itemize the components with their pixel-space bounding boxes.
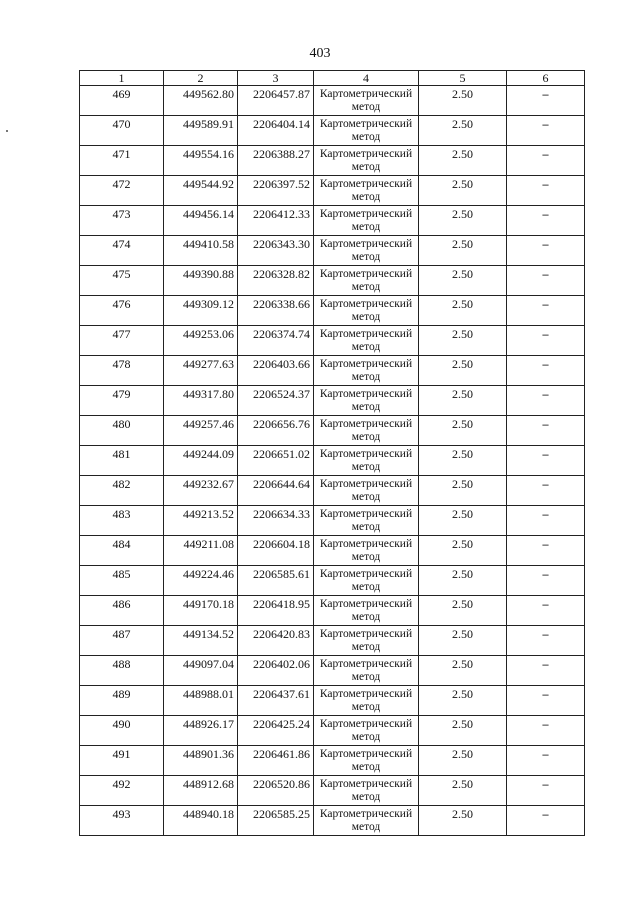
note-cell: –: [507, 656, 585, 686]
x-coordinate-cell: 449134.52: [164, 626, 238, 656]
method-cell: [314, 476, 419, 506]
method-cell: [314, 416, 419, 446]
header-cell-2: 2: [164, 71, 238, 86]
table-row: [80, 236, 585, 266]
method-line-1: Картометрический: [319, 568, 413, 580]
method-line-2: метод: [351, 311, 381, 323]
method-line-1: Картометрический: [319, 388, 413, 400]
method-line-2: метод: [351, 341, 381, 353]
method-line-2: метод: [351, 371, 381, 383]
header-cell-4: 4: [314, 71, 419, 86]
method-line-2: метод: [351, 431, 381, 443]
accuracy-cell: 2.50: [419, 686, 507, 716]
y-coordinate-cell: 2206524.37: [238, 386, 314, 416]
table-row: [80, 296, 585, 326]
y-coordinate-cell: 2206412.33: [238, 206, 314, 236]
y-coordinate-cell: 2206520.86: [238, 776, 314, 806]
point-number-cell: 473: [80, 206, 164, 236]
accuracy-cell: 2.50: [419, 266, 507, 296]
note-cell: –: [507, 356, 585, 386]
method-line-1: Картометрический: [319, 148, 413, 160]
y-coordinate-cell: 2206425.24: [238, 716, 314, 746]
y-coordinate-cell: 2206343.30: [238, 236, 314, 266]
method-line-1: Картометрический: [319, 688, 413, 700]
y-coordinate-cell: 2206651.02: [238, 446, 314, 476]
method-line-2: метод: [351, 821, 381, 833]
point-number-cell: 486: [80, 596, 164, 626]
x-coordinate-cell: 449232.67: [164, 476, 238, 506]
method-line-2: метод: [351, 581, 381, 593]
method-line-1: Картометрический: [319, 628, 413, 640]
note-cell: –: [507, 386, 585, 416]
x-coordinate-cell: 448926.17: [164, 716, 238, 746]
x-coordinate-cell: 449589.91: [164, 116, 238, 146]
x-coordinate-cell: 449309.12: [164, 296, 238, 326]
y-coordinate-cell: 2206644.64: [238, 476, 314, 506]
point-number-cell: 475: [80, 266, 164, 296]
method-cell: [314, 86, 419, 116]
note-cell: –: [507, 146, 585, 176]
page-number: 403: [309, 46, 331, 61]
y-coordinate-cell: 2206604.18: [238, 536, 314, 566]
note-cell: –: [507, 596, 585, 626]
method-line-2: метод: [351, 641, 381, 653]
accuracy-cell: 2.50: [419, 476, 507, 506]
method-line-2: метод: [351, 731, 381, 743]
table-row: [80, 626, 585, 656]
accuracy-cell: 2.50: [419, 86, 507, 116]
method-line-1: Картометрический: [319, 328, 413, 340]
point-number-cell: 487: [80, 626, 164, 656]
point-number-cell: 470: [80, 116, 164, 146]
note-cell: –: [507, 86, 585, 116]
point-number-cell: 472: [80, 176, 164, 206]
point-number-cell: 474: [80, 236, 164, 266]
method-line-2: метод: [351, 221, 381, 233]
method-cell: [314, 236, 419, 266]
table-header: [80, 71, 585, 86]
x-coordinate-cell: 449390.88: [164, 266, 238, 296]
accuracy-cell: 2.50: [419, 326, 507, 356]
table-row: [80, 326, 585, 356]
table-row: [80, 656, 585, 686]
method-line-1: Картометрический: [319, 178, 413, 190]
accuracy-cell: 2.50: [419, 296, 507, 326]
header-cell-3: 3: [238, 71, 314, 86]
accuracy-cell: 2.50: [419, 656, 507, 686]
method-line-1: Картометрический: [319, 238, 413, 250]
table-row: [80, 686, 585, 716]
x-coordinate-cell: 449097.04: [164, 656, 238, 686]
note-cell: –: [507, 236, 585, 266]
table-row: [80, 176, 585, 206]
method-line-1: Картометрический: [319, 508, 413, 520]
point-number-cell: 484: [80, 536, 164, 566]
accuracy-cell: 2.50: [419, 596, 507, 626]
method-cell: [314, 506, 419, 536]
table-row: [80, 206, 585, 236]
method-line-2: метод: [351, 191, 381, 203]
y-coordinate-cell: 2206461.86: [238, 746, 314, 776]
accuracy-cell: 2.50: [419, 566, 507, 596]
point-number-cell: 489: [80, 686, 164, 716]
method-line-2: метод: [351, 611, 381, 623]
y-coordinate-cell: 2206437.61: [238, 686, 314, 716]
coordinates-table: [79, 70, 585, 836]
note-cell: –: [507, 746, 585, 776]
x-coordinate-cell: 449244.09: [164, 446, 238, 476]
x-coordinate-cell: 449257.46: [164, 416, 238, 446]
method-line-2: метод: [351, 251, 381, 263]
method-line-1: Картометрический: [319, 118, 413, 130]
point-number-cell: 483: [80, 506, 164, 536]
point-number-cell: 491: [80, 746, 164, 776]
note-cell: –: [507, 776, 585, 806]
accuracy-cell: 2.50: [419, 536, 507, 566]
y-coordinate-cell: 2206656.76: [238, 416, 314, 446]
y-coordinate-cell: 2206404.14: [238, 116, 314, 146]
table-row: [80, 386, 585, 416]
y-coordinate-cell: 2206403.66: [238, 356, 314, 386]
method-cell: [314, 206, 419, 236]
accuracy-cell: 2.50: [419, 176, 507, 206]
note-cell: –: [507, 536, 585, 566]
table-row: [80, 266, 585, 296]
note-cell: –: [507, 506, 585, 536]
table-row: [80, 116, 585, 146]
method-cell: [314, 656, 419, 686]
method-cell: [314, 146, 419, 176]
method-line-1: Картометрический: [319, 538, 413, 550]
table-row: [80, 356, 585, 386]
note-cell: –: [507, 566, 585, 596]
table-row: [80, 476, 585, 506]
method-cell: [314, 176, 419, 206]
method-cell: [314, 566, 419, 596]
accuracy-cell: 2.50: [419, 416, 507, 446]
y-coordinate-cell: 2206585.25: [238, 806, 314, 836]
table-body: [80, 86, 585, 836]
x-coordinate-cell: 449213.52: [164, 506, 238, 536]
x-coordinate-cell: 448988.01: [164, 686, 238, 716]
method-line-2: метод: [351, 131, 381, 143]
x-coordinate-cell: 449456.14: [164, 206, 238, 236]
y-coordinate-cell: 2206388.27: [238, 146, 314, 176]
x-coordinate-cell: 449211.08: [164, 536, 238, 566]
note-cell: –: [507, 116, 585, 146]
method-line-2: метод: [351, 521, 381, 533]
y-coordinate-cell: 2206634.33: [238, 506, 314, 536]
table-row: [80, 806, 585, 836]
method-line-1: Картометрический: [319, 778, 413, 790]
y-coordinate-cell: 2206420.83: [238, 626, 314, 656]
method-line-1: Картометрический: [319, 718, 413, 730]
y-coordinate-cell: 2206585.61: [238, 566, 314, 596]
point-number-cell: 479: [80, 386, 164, 416]
y-coordinate-cell: 2206457.87: [238, 86, 314, 116]
y-coordinate-cell: 2206374.74: [238, 326, 314, 356]
accuracy-cell: 2.50: [419, 146, 507, 176]
method-cell: [314, 746, 419, 776]
accuracy-cell: 2.50: [419, 776, 507, 806]
method-line-2: метод: [351, 701, 381, 713]
method-line-1: Картометрический: [319, 268, 413, 280]
x-coordinate-cell: 449224.46: [164, 566, 238, 596]
point-number-cell: 480: [80, 416, 164, 446]
note-cell: –: [507, 326, 585, 356]
method-cell: [314, 296, 419, 326]
note-cell: –: [507, 296, 585, 326]
method-line-1: Картометрический: [319, 358, 413, 370]
method-line-1: Картометрический: [319, 448, 413, 460]
accuracy-cell: 2.50: [419, 206, 507, 236]
accuracy-cell: 2.50: [419, 236, 507, 266]
method-cell: [314, 386, 419, 416]
method-line-2: метод: [351, 461, 381, 473]
table-row: [80, 86, 585, 116]
scan-artifact-dot: [6, 130, 8, 132]
method-cell: [314, 716, 419, 746]
table-row: [80, 416, 585, 446]
method-cell: [314, 446, 419, 476]
accuracy-cell: 2.50: [419, 116, 507, 146]
header-cell-5: 5: [419, 71, 507, 86]
method-line-2: метод: [351, 401, 381, 413]
note-cell: –: [507, 206, 585, 236]
method-line-1: Картометрический: [319, 298, 413, 310]
accuracy-cell: 2.50: [419, 716, 507, 746]
accuracy-cell: 2.50: [419, 746, 507, 776]
method-line-2: метод: [351, 281, 381, 293]
method-cell: [314, 326, 419, 356]
point-number-cell: 481: [80, 446, 164, 476]
method-cell: [314, 776, 419, 806]
point-number-cell: 469: [80, 86, 164, 116]
point-number-cell: 471: [80, 146, 164, 176]
method-line-2: метод: [351, 551, 381, 563]
point-number-cell: 482: [80, 476, 164, 506]
table-row: [80, 446, 585, 476]
x-coordinate-cell: 449170.18: [164, 596, 238, 626]
y-coordinate-cell: 2206418.95: [238, 596, 314, 626]
method-line-1: Картометрический: [319, 418, 413, 430]
method-line-2: метод: [351, 161, 381, 173]
method-line-2: метод: [351, 101, 381, 113]
method-line-1: Картометрический: [319, 808, 413, 820]
y-coordinate-cell: 2206402.06: [238, 656, 314, 686]
note-cell: –: [507, 266, 585, 296]
method-cell: [314, 806, 419, 836]
method-cell: [314, 536, 419, 566]
note-cell: –: [507, 716, 585, 746]
x-coordinate-cell: 449410.58: [164, 236, 238, 266]
accuracy-cell: 2.50: [419, 626, 507, 656]
x-coordinate-cell: 449562.80: [164, 86, 238, 116]
method-cell: [314, 596, 419, 626]
accuracy-cell: 2.50: [419, 386, 507, 416]
header-row: [80, 71, 585, 86]
y-coordinate-cell: 2206397.52: [238, 176, 314, 206]
method-line-2: метод: [351, 791, 381, 803]
note-cell: –: [507, 686, 585, 716]
y-coordinate-cell: 2206328.82: [238, 266, 314, 296]
header-cell-1: 1: [80, 71, 164, 86]
point-number-cell: 492: [80, 776, 164, 806]
table-row: [80, 146, 585, 176]
table-row: [80, 506, 585, 536]
method-line-1: Картометрический: [319, 88, 413, 100]
accuracy-cell: 2.50: [419, 806, 507, 836]
table-row: [80, 566, 585, 596]
x-coordinate-cell: 449544.92: [164, 176, 238, 206]
table-row: [80, 776, 585, 806]
header-cell-6: 6: [507, 71, 585, 86]
note-cell: –: [507, 626, 585, 656]
method-line-1: Картометрический: [319, 658, 413, 670]
x-coordinate-cell: 448912.68: [164, 776, 238, 806]
method-line-2: метод: [351, 761, 381, 773]
x-coordinate-cell: 449317.80: [164, 386, 238, 416]
x-coordinate-cell: 448901.36: [164, 746, 238, 776]
note-cell: –: [507, 806, 585, 836]
method-line-1: Картометрический: [319, 598, 413, 610]
x-coordinate-cell: 448940.18: [164, 806, 238, 836]
method-line-1: Картометрический: [319, 478, 413, 490]
x-coordinate-cell: 449253.06: [164, 326, 238, 356]
x-coordinate-cell: 449554.16: [164, 146, 238, 176]
table-row: [80, 596, 585, 626]
table-row: [80, 746, 585, 776]
point-number-cell: 493: [80, 806, 164, 836]
note-cell: –: [507, 416, 585, 446]
method-line-2: метод: [351, 671, 381, 683]
point-number-cell: 477: [80, 326, 164, 356]
accuracy-cell: 2.50: [419, 446, 507, 476]
method-line-1: Картометрический: [319, 748, 413, 760]
note-cell: –: [507, 476, 585, 506]
method-cell: [314, 266, 419, 296]
method-cell: [314, 686, 419, 716]
note-cell: –: [507, 176, 585, 206]
method-cell: [314, 356, 419, 386]
point-number-cell: 478: [80, 356, 164, 386]
method-line-2: метод: [351, 491, 381, 503]
method-cell: [314, 116, 419, 146]
accuracy-cell: 2.50: [419, 506, 507, 536]
y-coordinate-cell: 2206338.66: [238, 296, 314, 326]
table-row: [80, 536, 585, 566]
point-number-cell: 488: [80, 656, 164, 686]
accuracy-cell: 2.50: [419, 356, 507, 386]
method-cell: [314, 626, 419, 656]
point-number-cell: 485: [80, 566, 164, 596]
point-number-cell: 476: [80, 296, 164, 326]
note-cell: –: [507, 446, 585, 476]
table-row: [80, 716, 585, 746]
x-coordinate-cell: 449277.63: [164, 356, 238, 386]
point-number-cell: 490: [80, 716, 164, 746]
method-line-1: Картометрический: [319, 208, 413, 220]
